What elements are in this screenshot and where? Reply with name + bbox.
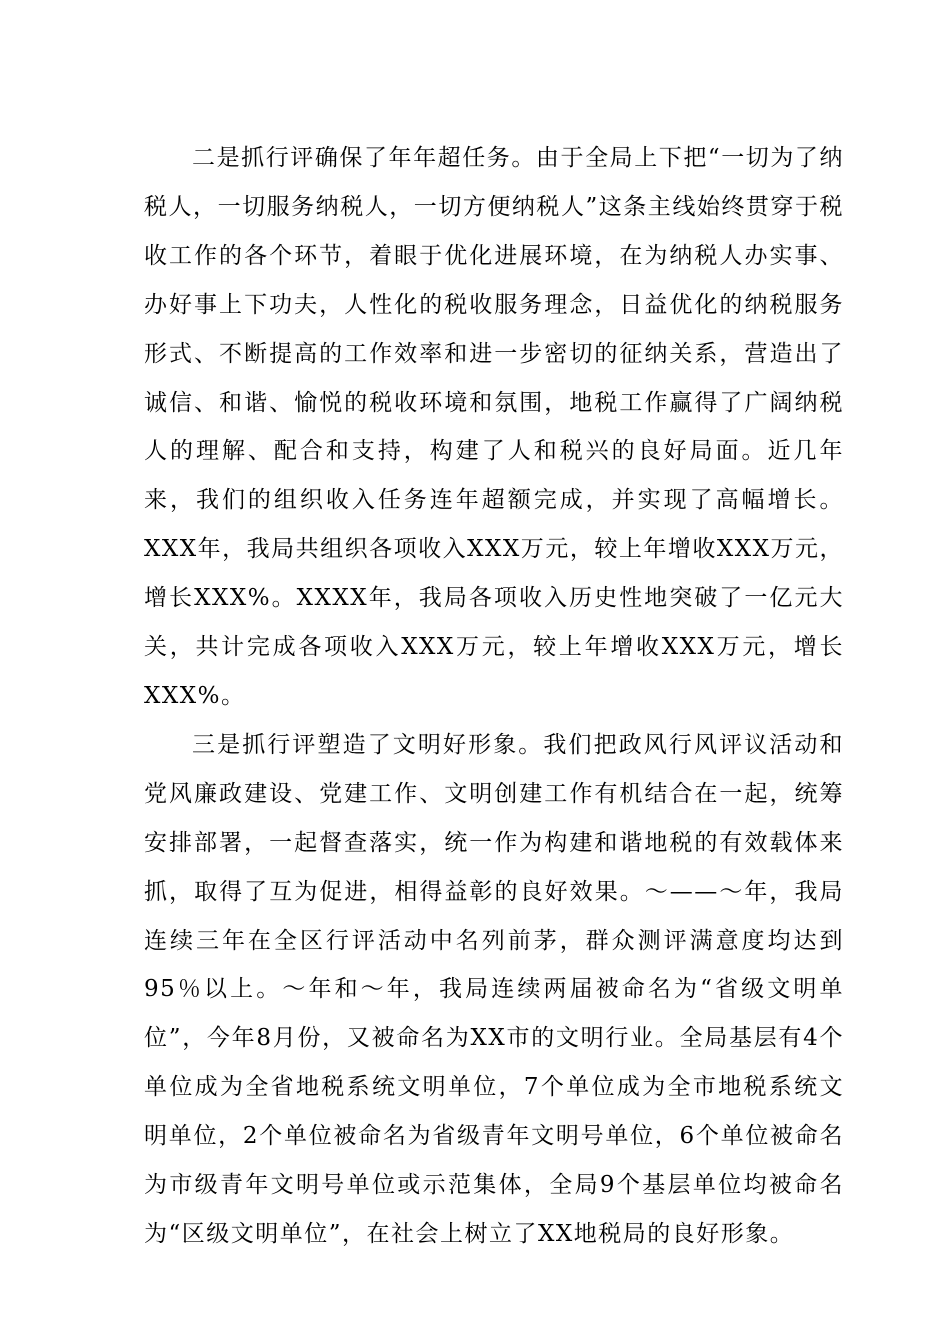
document-body [144, 134, 844, 1259]
paragraph-tax-revenue: 二是抓行评确保了年年超任务。由于全局上下把“一切为了纳税人，一切服务纳税人，一切方便纳税人”这条主线始终贯穿于税收工作的各个环节，着眼于优化进展环境，在为纳税人办实事、办好事上下功夫，人性化的税收服务理念，日益优化的纳税服务形式、不断提高的工作效率和进一步密切的征纳关系，营造出了诚信、和谐、愉悦的税收环境和氛围，地税工作赢得了广阔纳税人的理解、配合和支持，构建了人和税兴的良好局面。近几年来，我们的组织收入任务连年超额完成，并实现了高幅增长。XXX年，我局共组织各项收入XXX万元，较上年增收XXX万元，增长XXX%。XXXX年，我局各项收入历史性地突破了一亿元大关，共计完成各项收入XXX万元，较上年增收XXX万元，增长XXX%。 [144, 145, 844, 709]
paragraph-civilized-image: 三是抓行评塑造了文明好形象。我们把政风行风评议活动和党风廉政建设、党建工作、文明创建工作有机结合在一起，统筹安排部署，一起督查落实，统一作为构建和谐地税的有效载体来抓，取得了互为促进，相得益彰的良好效果。～——～年，我局连续三年在全区行评活动中名列前茅，群众测评满意度均达到95％以上。～年和～年，我局连续两届被命名为“省级文明单位”，今年8月份，又被命名为XX市的文明行业。全局基层有4个单位成为全省地税系统文明单位，7个单位成为全市地税系统文明单位，2个单位被命名为省级青年文明号单位，6个单位被命名为市级青年文明号单位或示范集体，全局9个基层单位均被命名为“区级文明单位”，在社会上树立了XX地税局的良好形象。 [144, 731, 844, 1247]
